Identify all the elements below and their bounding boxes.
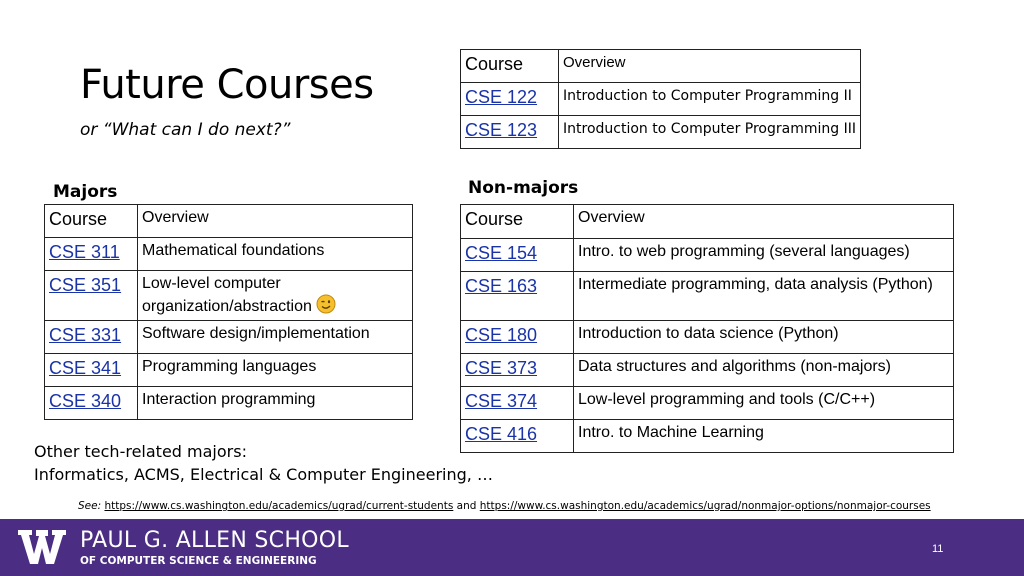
winking-face-icon — [316, 294, 336, 320]
nonmajors-label: Non-majors — [468, 178, 579, 198]
course-header: Course — [461, 205, 574, 239]
course-header: Course — [45, 205, 138, 238]
course-overview: Mathematical foundations — [138, 238, 413, 271]
page-number: 11 — [932, 543, 944, 555]
majors-table — [44, 204, 413, 420]
intro-courses-table — [460, 49, 861, 149]
table-header-row — [45, 205, 413, 238]
course-overview: Interaction programming — [138, 387, 413, 420]
table-row — [461, 354, 954, 387]
course-overview: Software design/implementation — [138, 321, 413, 354]
table-row — [45, 387, 413, 420]
table-row — [45, 238, 413, 271]
current-students-link[interactable]: https://www.cs.washington.edu/academics/ugrad/current-students — [104, 500, 454, 512]
course-overview: Data structures and algorithms (non-majors) — [574, 354, 954, 387]
table-row — [461, 116, 861, 149]
course-overview: Low-level computer organization/abstraction — [142, 275, 312, 316]
overview-header: Overview — [559, 50, 861, 83]
table-row — [461, 321, 954, 354]
other-majors-note — [34, 440, 493, 486]
course-link-cse-163[interactable]: CSE 163 — [465, 276, 538, 296]
course-overview: Intro. to Machine Learning — [574, 420, 954, 453]
see-and: and — [456, 500, 477, 512]
overview-header: Overview — [138, 205, 413, 238]
page-title: Future Courses — [80, 62, 374, 108]
uw-w-logo-icon — [18, 528, 66, 566]
nonmajor-courses-link[interactable]: https://www.cs.washington.edu/academics/ugrad/nonmajor-options/nonmajor-courses — [479, 500, 931, 512]
other-majors-list: Informatics, ACMS, Electrical & Computer Engineering, … — [34, 465, 493, 484]
page-subtitle: or “What can I do next?” — [80, 120, 291, 140]
course-link-cse-154[interactable]: CSE 154 — [465, 243, 538, 263]
table-row — [461, 239, 954, 272]
overview-header: Overview — [574, 205, 954, 239]
course-header: Course — [461, 50, 559, 83]
table-header-row — [461, 205, 954, 239]
table-row — [45, 321, 413, 354]
table-row — [461, 272, 954, 321]
nonmajors-table — [460, 204, 954, 453]
course-link-cse-122[interactable]: CSE 122 — [465, 87, 538, 107]
footer-bar — [0, 519, 1024, 576]
course-overview: Low-level programming and tools (C/C++) — [574, 387, 954, 420]
course-overview: Introduction to Computer Programming II — [559, 83, 861, 116]
see-also-links — [78, 500, 931, 512]
course-overview: Intro. to web programming (several languages) — [574, 239, 954, 272]
course-overview-cell — [138, 271, 413, 321]
table-row — [461, 420, 954, 453]
table-row — [45, 354, 413, 387]
course-link-cse-311[interactable]: CSE 311 — [49, 242, 120, 262]
course-overview: Introduction to data science (Python) — [574, 321, 954, 354]
course-link-cse-351[interactable]: CSE 351 — [49, 275, 122, 295]
school-subname: OF COMPUTER SCIENCE & ENGINEERING — [80, 555, 317, 567]
majors-label: Majors — [53, 182, 118, 202]
course-overview: Programming languages — [138, 354, 413, 387]
table-row — [45, 271, 413, 321]
course-overview: Introduction to Computer Programming III — [559, 116, 861, 149]
course-link-cse-373[interactable]: CSE 373 — [465, 358, 538, 378]
see-prefix: See: — [78, 500, 102, 512]
table-header-row — [461, 50, 861, 83]
course-link-cse-374[interactable]: CSE 374 — [465, 391, 538, 411]
course-link-cse-331[interactable]: CSE 331 — [49, 325, 122, 345]
course-overview: Intermediate programming, data analysis (Python) — [574, 272, 954, 321]
course-link-cse-416[interactable]: CSE 416 — [465, 424, 538, 444]
course-link-cse-341[interactable]: CSE 341 — [49, 358, 122, 378]
other-majors-heading: Other tech-related majors: — [34, 442, 247, 461]
table-row — [461, 387, 954, 420]
course-link-cse-180[interactable]: CSE 180 — [465, 325, 538, 345]
table-row — [461, 83, 861, 116]
course-link-cse-340[interactable]: CSE 340 — [49, 391, 122, 411]
school-name: PAUL G. ALLEN SCHOOL — [80, 528, 349, 553]
course-link-cse-123[interactable]: CSE 123 — [465, 120, 538, 140]
